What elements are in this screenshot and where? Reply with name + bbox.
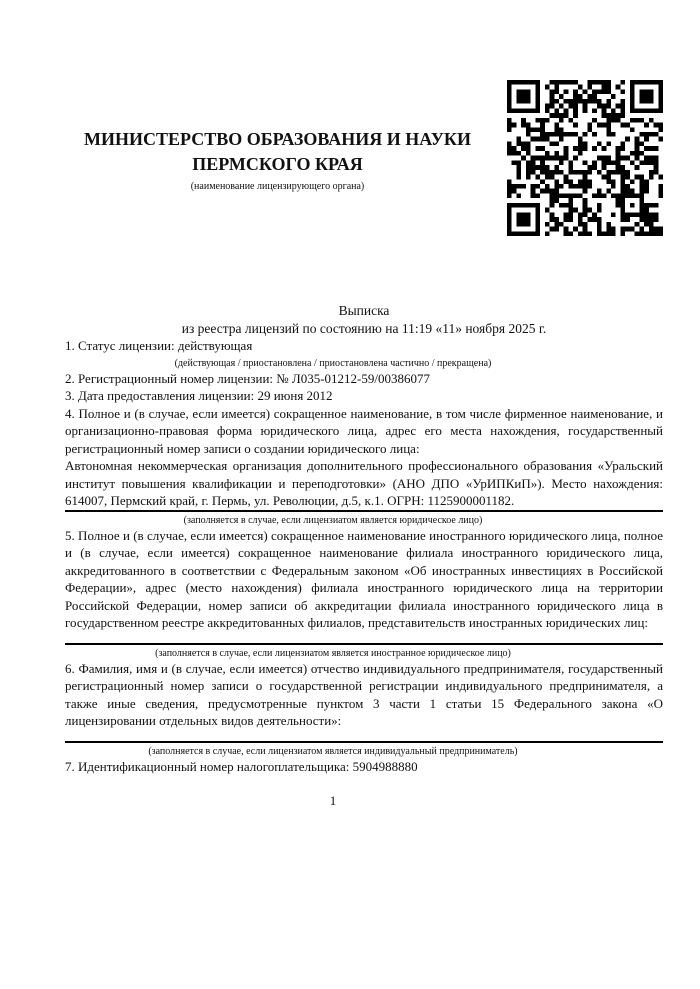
legal-entity-clause-text: 4. Полное и (в случае, если имеется) сокращенное наименование, в том числе фирменное наименование, и организационно-правовая форма юридического лица, адрес его места нахождения, государственный регистрационный номер записи о создании юридического лица: <box>65 405 663 456</box>
foreign-entity-clause-text: 5. Полное и (в случае, если имеется) сокращенное наименование иностранного юридического лица, полное и (в случае, если имеется) сокращенное наименование филиала иностранного юридического лица, аккредитованного в соответствии с Федеральным законом «Об иностранных инвестициях в Российской Федерации», адрес (место нахождения) филиала иностранного юридического лица на территории Российской Федерации, номер записи об аккредитации филиала иностранного юридического лица в государственном реестре аккредитованных филиалов, представительств иностранных юридических лиц: <box>65 527 663 630</box>
legal-entity-value: Автономная некоммерческая организация дополнительного профессионального образования «Уральский институт повышения квалификации и переподготовки» (АНО ДПО «УрИПКиП»). Место нахождения: 614007, Пермский край, г. Пермь, ул. Революции, д.5, к.1. ОГРН: 1125900001182. <box>65 458 663 508</box>
taxpayer-id-text: 7. Идентификационный номер налогоплательщика: 5904988880 <box>65 758 418 774</box>
license-status-caption-wrap <box>65 357 601 370</box>
document-title-line2: из реестра лицензий по состоянию на 11:19 «11» ноября 2025 г. <box>181 320 547 336</box>
license-status-options-caption: (действующая / приостановлена / приостановлена частично / прекращена) <box>174 357 492 369</box>
legal-entity-caption: (заполняется в случае, если лицензиатом является юридическое лицо) <box>183 514 483 526</box>
document-title-line1: Выписка <box>338 303 390 318</box>
page-number-wrap <box>65 792 601 810</box>
registration-number-text: 2. Регистрационный номер лицензии: № Л035-01212-59/00386077 <box>65 370 431 386</box>
foreign-entity-caption-wrap <box>65 647 601 660</box>
legal-entity-fill-line <box>65 510 663 512</box>
document-body <box>65 0 663 810</box>
individual-entrepreneur-fill-line <box>65 741 663 743</box>
ministry-name-line2: ПЕРМСКОГО КРАЯ <box>192 154 363 174</box>
license-status-text: 1. Статус лицензии: действующая <box>65 338 253 353</box>
document-title <box>65 302 663 337</box>
page-number: 1 <box>329 793 337 808</box>
legal-entity-caption-wrap <box>65 514 601 527</box>
foreign-entity-fill-line <box>65 643 663 645</box>
grant-date-text: 3. Дата предоставления лицензии: 29 июня 2012 <box>65 388 333 403</box>
individual-entrepreneur-caption-wrap <box>65 745 601 758</box>
ministry-name-line1: МИНИСТЕРСТВО ОБРАЗОВАНИЯ И НАУКИ <box>84 129 471 149</box>
ministry-name-caption: (наименование лицензирующего органа) <box>190 181 365 192</box>
foreign-entity-caption: (заполняется в случае, если лицензиатом является иностранное юридическое лицо) <box>155 647 511 659</box>
individual-entrepreneur-clause-text: 6. Фамилия, имя и (в случае, если имеется) отчество индивидуального предпринимателя, государственный регистрационный номер записи о государственной регистрации индивидуального предпринимателя, а также иные сведения, предусмотренные пунктом 3 части 1 статьи 15 Федерального закона «О лицензировании отдельных видов деятельности»: <box>65 660 663 728</box>
individual-entrepreneur-caption: (заполняется в случае, если лицензиатом является индивидуальный предприниматель) <box>148 745 518 757</box>
